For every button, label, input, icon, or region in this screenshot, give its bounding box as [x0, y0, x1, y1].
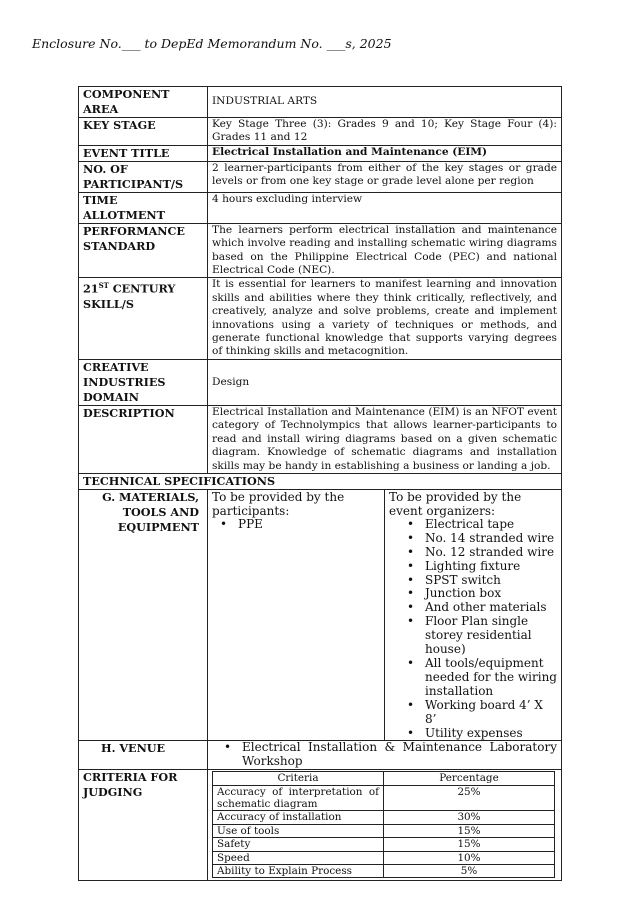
percentage-column-header: Percentage: [384, 772, 555, 785]
organizers-provided-list: [389, 518, 557, 741]
criteria-cell-percent: 15%: [384, 838, 555, 851]
participants-provided-heading: To be provided by the participants:: [212, 489, 345, 518]
list-item: • PPE: [238, 518, 380, 532]
performance-standard-value: The learners perform electrical installation and maintenance which involve reading and installing schematic wiring diagrams based on the Philippine Electrical Code (PEC) and national Electrical Code (NEC).: [208, 223, 562, 278]
table-row: [213, 785, 555, 811]
criteria-cell-percent: 15%: [384, 824, 555, 837]
component-area-value: INDUSTRIAL ARTS: [208, 87, 562, 118]
creative-domain-value: Design: [208, 359, 562, 405]
participants-value: 2 learner-participants from either of the key stages or grade levels or from one key stage or grade level alone per region: [208, 161, 562, 192]
list-item: • Lighting fixture: [425, 560, 557, 574]
participants-label: NO. OF PARTICIPANT/S: [79, 161, 208, 192]
criteria-cell-percent: 5%: [384, 865, 555, 878]
criteria-cell-name: Speed: [213, 851, 384, 864]
century-skills-value: It is essential for learners to manifest learning and innovation skills and abilities where they think critically, reflectively, and creatively, analyze and solve problems, create and implement innovations using a variety of techniques or methods, and generate functional knowledge that supports varying degrees of thinking skills and metacognition.: [208, 278, 562, 359]
list-item: • All tools/equipment needed for the wiring installation: [425, 657, 557, 699]
criteria-cell-name: Use of tools: [213, 824, 384, 837]
description-value: Electrical Installation and Maintenance (EIM) is an NFOT event category of Technolympics that allows learner-participants to read and install wiring diagrams based on a given schematic diagram. Knowledge of schematic diagrams and installation skills may be handy in establishing a business or landing a job.: [208, 405, 562, 473]
key-stage-value: Key Stage Three (3): Grades 9 and 10; Key Stage Four (4): Grades 11 and 12: [208, 118, 562, 146]
venue-cell: [208, 741, 562, 770]
table-row: [213, 824, 555, 837]
criteria-table: [212, 771, 555, 878]
list-item: • SPST switch: [425, 574, 557, 588]
list-item: • Electrical tape: [425, 518, 557, 532]
list-item: • Floor Plan single storey residential house): [425, 615, 557, 657]
organizers-provided-heading: To be provided by the event organizers:: [389, 489, 522, 518]
event-title-label: EVENT TITLE: [79, 145, 208, 161]
criteria-cell-percent: 10%: [384, 851, 555, 864]
table-row: [213, 851, 555, 864]
criteria-cell: [208, 770, 562, 881]
list-item: • No. 14 stranded wire: [425, 532, 557, 546]
century-suffix: ST: [98, 281, 109, 291]
creative-domain-label: CREATIVE INDUSTRIES DOMAIN: [79, 359, 208, 405]
list-item: • And other materials: [425, 601, 557, 615]
century-skills-label: [79, 278, 208, 359]
participants-provided-list: [212, 518, 380, 532]
criteria-cell-name: Accuracy of interpretation of schematic diagram: [213, 785, 384, 811]
list-item: • Junction box: [425, 587, 557, 601]
criteria-cell-name: Accuracy of installation: [213, 811, 384, 824]
century-number: 21: [83, 282, 99, 297]
list-item: • No. 12 stranded wire: [425, 546, 557, 560]
criteria-header-row: [213, 772, 555, 785]
materials-label: G. MATERIALS, TOOLS AND EQUIPMENT: [79, 489, 208, 741]
time-allotment-label: TIME ALLOTMENT: [79, 192, 208, 223]
criteria-cell-percent: 30%: [384, 811, 555, 824]
venue-value: • Electrical Installation & Maintenance Laboratory Workshop: [242, 741, 557, 769]
venue-list: [212, 741, 557, 769]
venue-label: H. VENUE: [79, 741, 208, 770]
criteria-cell-name: Safety: [213, 838, 384, 851]
event-specification-table: [78, 86, 562, 881]
criteria-cell-percent: 25%: [384, 785, 555, 811]
table-row: [213, 865, 555, 878]
description-label: DESCRIPTION: [79, 405, 208, 473]
technical-specifications-heading: TECHNICAL SPECIFICATIONS: [79, 473, 562, 489]
list-item: • Utility expenses: [425, 727, 557, 741]
criteria-column-header: Criteria: [213, 772, 384, 785]
organizers-provided-cell: [385, 489, 562, 741]
performance-standard-label: PERFORMANCE STANDARD: [79, 223, 208, 278]
enclosure-header: Enclosure No.___ to DepEd Memorandum No. ___s, 2025: [32, 36, 392, 51]
component-area-label: COMPONENT AREA: [79, 87, 208, 118]
criteria-cell-name: Ability to Explain Process: [213, 865, 384, 878]
key-stage-label: KEY STAGE: [79, 118, 208, 146]
criteria-label: CRITERIA FOR JUDGING: [79, 770, 208, 881]
list-item: • Working board 4’ X 8’: [425, 699, 557, 727]
table-row: [213, 838, 555, 851]
table-row: [213, 811, 555, 824]
century-label-text: CENTURY SKILL/S: [83, 282, 176, 312]
event-title-value: Electrical Installation and Maintenance (EIM): [208, 145, 562, 161]
participants-provided-cell: [208, 489, 385, 741]
time-allotment-value: 4 hours excluding interview: [208, 192, 562, 223]
